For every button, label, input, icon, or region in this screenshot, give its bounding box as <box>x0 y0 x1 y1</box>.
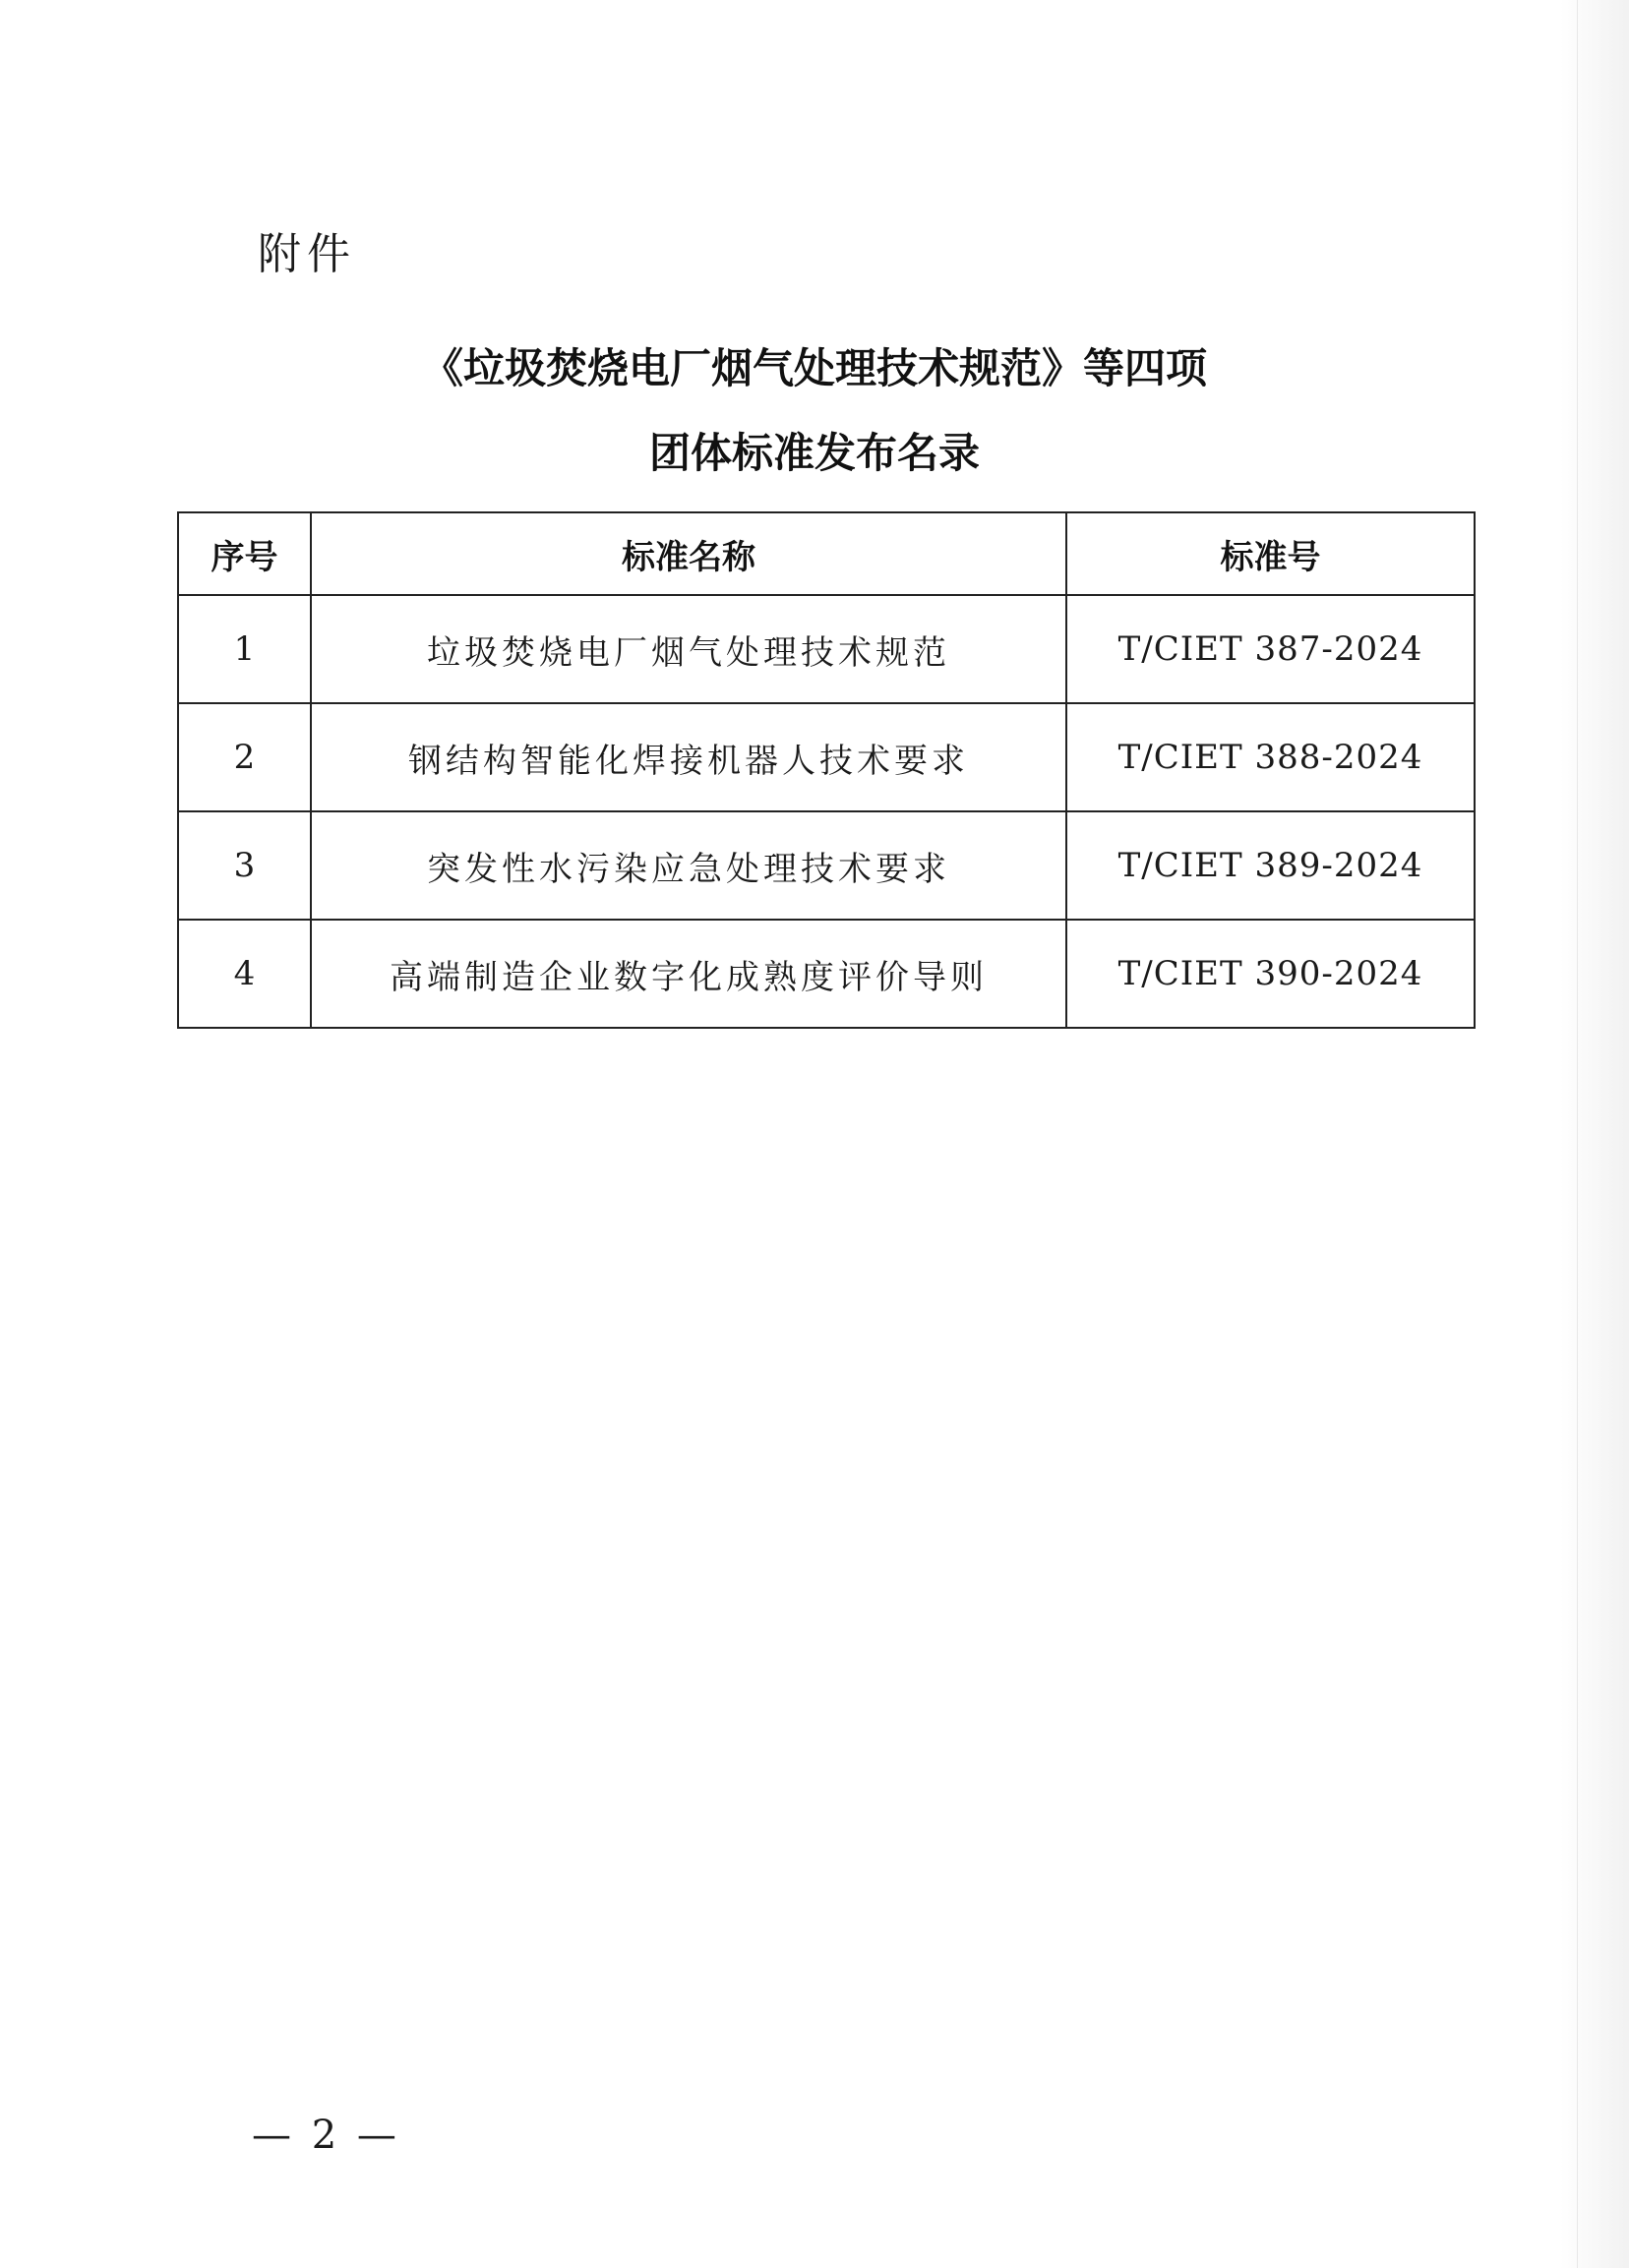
header-index: 序号 <box>178 512 311 595</box>
row-standard-code: T/CIET 389-2024 <box>1066 811 1475 920</box>
row-standard-code: T/CIET 390-2024 <box>1066 920 1475 1028</box>
document-title-line-1: 《垃圾焚烧电厂烟气处理技术规范》等四项 <box>421 344 1207 392</box>
row-standard-name: 垃圾焚烧电厂烟气处理技术规范 <box>311 595 1066 703</box>
table-row <box>178 703 1475 811</box>
table-header-row <box>178 512 1475 595</box>
page-number: — 2 — <box>252 2113 400 2158</box>
row-index: 1 <box>178 595 311 703</box>
header-name: 标准名称 <box>311 512 1066 595</box>
row-index: 2 <box>178 703 311 811</box>
row-standard-name: 高端制造企业数字化成熟度评价导则 <box>311 920 1066 1028</box>
standards-table <box>177 511 1476 1029</box>
row-index: 3 <box>178 811 311 920</box>
table-row <box>178 595 1475 703</box>
row-index: 4 <box>178 920 311 1028</box>
row-standard-name: 突发性水污染应急处理技术要求 <box>311 811 1066 920</box>
header-code: 标准号 <box>1066 512 1475 595</box>
row-standard-name: 钢结构智能化焊接机器人技术要求 <box>311 703 1066 811</box>
row-standard-code: T/CIET 387-2024 <box>1066 595 1475 703</box>
table-row <box>178 920 1475 1028</box>
table-row <box>178 811 1475 920</box>
document-title-line-2: 团体标准发布名录 <box>648 429 980 477</box>
row-standard-code: T/CIET 388-2024 <box>1066 703 1475 811</box>
attachment-label: 附件 <box>258 229 356 279</box>
